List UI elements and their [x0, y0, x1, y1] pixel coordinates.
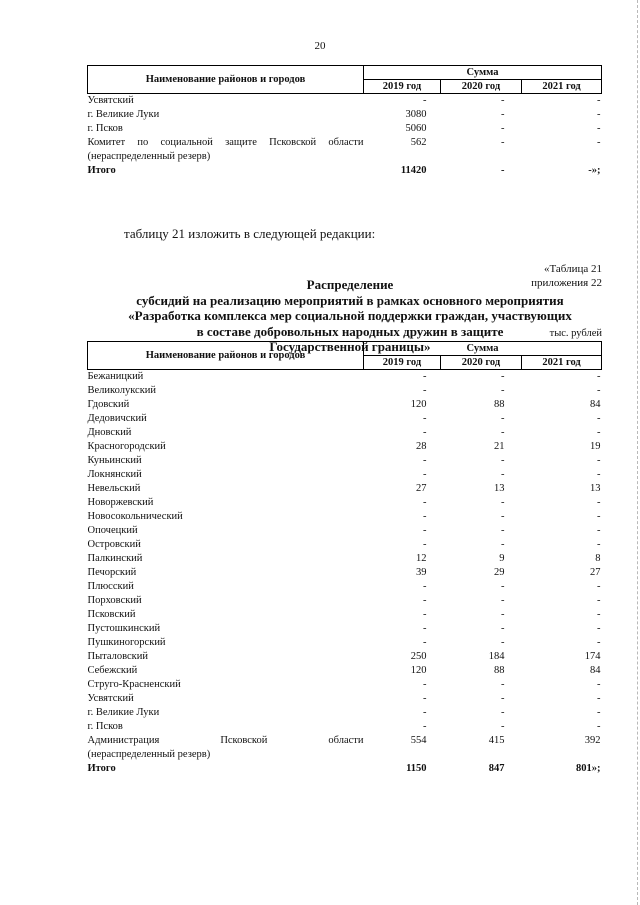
table-row: Печорский 39 29 27	[87, 567, 601, 578]
table-row: Комитет по социальной защите Псковской области (нераспределенный резерв) 562 - -	[87, 137, 601, 162]
table-row: Опочецкий - - -	[87, 525, 601, 536]
table-row: Администрация Псковской области (нераспределенный резерв) 554 415 392	[87, 735, 601, 760]
table-row: Островский - - -	[87, 539, 601, 550]
table-row: Дедовичский - - -	[87, 413, 601, 424]
table-row: г. Великие Луки - - -	[87, 707, 601, 718]
table-row: г. Великие Луки 3080 - -	[87, 109, 601, 120]
table-row: Пушкиногорский - - -	[87, 637, 601, 648]
scan-edge	[636, 0, 638, 905]
table-continuation	[87, 65, 602, 178]
table-row: Бежаницкий - - -	[87, 371, 601, 382]
table-row: Плюсский - - -	[87, 581, 601, 592]
header-year-2021: 2021 год	[522, 80, 602, 94]
header-year-2019: 2019 год	[364, 80, 441, 94]
table-row: Пустошкинский - - -	[87, 623, 601, 634]
table-row: Красногородский 28 21 19	[87, 441, 601, 452]
units-label: тыс. рублей	[549, 328, 602, 339]
table-row: Гдовский 120 88 84	[87, 399, 601, 410]
table-row: Пыталовский 250 184 174	[87, 651, 601, 662]
header-name: Наименование районов и городов	[88, 66, 364, 94]
table-row: г. Псков 5060 - -	[87, 123, 601, 134]
table-row: Великолукский - - -	[87, 385, 601, 396]
header-sum: Сумма	[364, 66, 602, 80]
table-row: Локнянский - - -	[87, 469, 601, 480]
table-row: Усвятский - - -	[87, 693, 601, 704]
table-row: Куньинский - - -	[87, 455, 601, 466]
header-year-2020: 2020 год	[441, 80, 522, 94]
row-name-line2: (нераспределенный резерв)	[87, 151, 211, 162]
table-row: Палкинский 12 9 8	[87, 553, 601, 564]
table-row: Порховский - - -	[87, 595, 601, 606]
row-name-line1: Администрация Псковской области	[87, 735, 364, 746]
table-21	[87, 341, 602, 776]
table-row: Себежский 120 88 84	[87, 665, 601, 676]
header-name: Наименование районов и городов	[88, 342, 364, 370]
row-name-line1: Комитет по социальной защите Псковской области	[87, 137, 364, 148]
table-total-row: Итого 11420 - -»;	[87, 165, 601, 176]
table-row: Струго-Красненский - - -	[87, 679, 601, 690]
table-total-row: Итого 1150 847 801»;	[87, 763, 601, 774]
header-year-2020: 2020 год	[441, 356, 522, 370]
table-reference: «Таблица 21 приложения 22	[531, 263, 602, 289]
table-row: Дновский - - -	[87, 427, 601, 438]
header-year-2021: 2021 год	[522, 356, 602, 370]
table-row: Псковский - - -	[87, 609, 601, 620]
table-row: г. Псков - - -	[87, 721, 601, 732]
header-sum: Сумма	[364, 342, 602, 356]
document-title: Распределение субсидий на реализацию мероприятий в рамках основного мероприятия «Разработка комплекса мер социальной поддержки граждан, участвующих в составе добровольных народных дружин в защите Государственной границы»	[128, 277, 572, 354]
instruction-text: таблицу 21 изложить в следующей редакции:	[124, 226, 376, 241]
table-row: Невельский 27 13 13	[87, 483, 601, 494]
table-row: Новоржевский - - -	[87, 497, 601, 508]
page-number: 20	[314, 40, 326, 52]
table-row: Усвятский - - -	[87, 95, 601, 106]
table-row: Новосокольнический - - -	[87, 511, 601, 522]
row-name-line2: (нераспределенный резерв)	[87, 749, 211, 760]
header-year-2019: 2019 год	[364, 356, 441, 370]
